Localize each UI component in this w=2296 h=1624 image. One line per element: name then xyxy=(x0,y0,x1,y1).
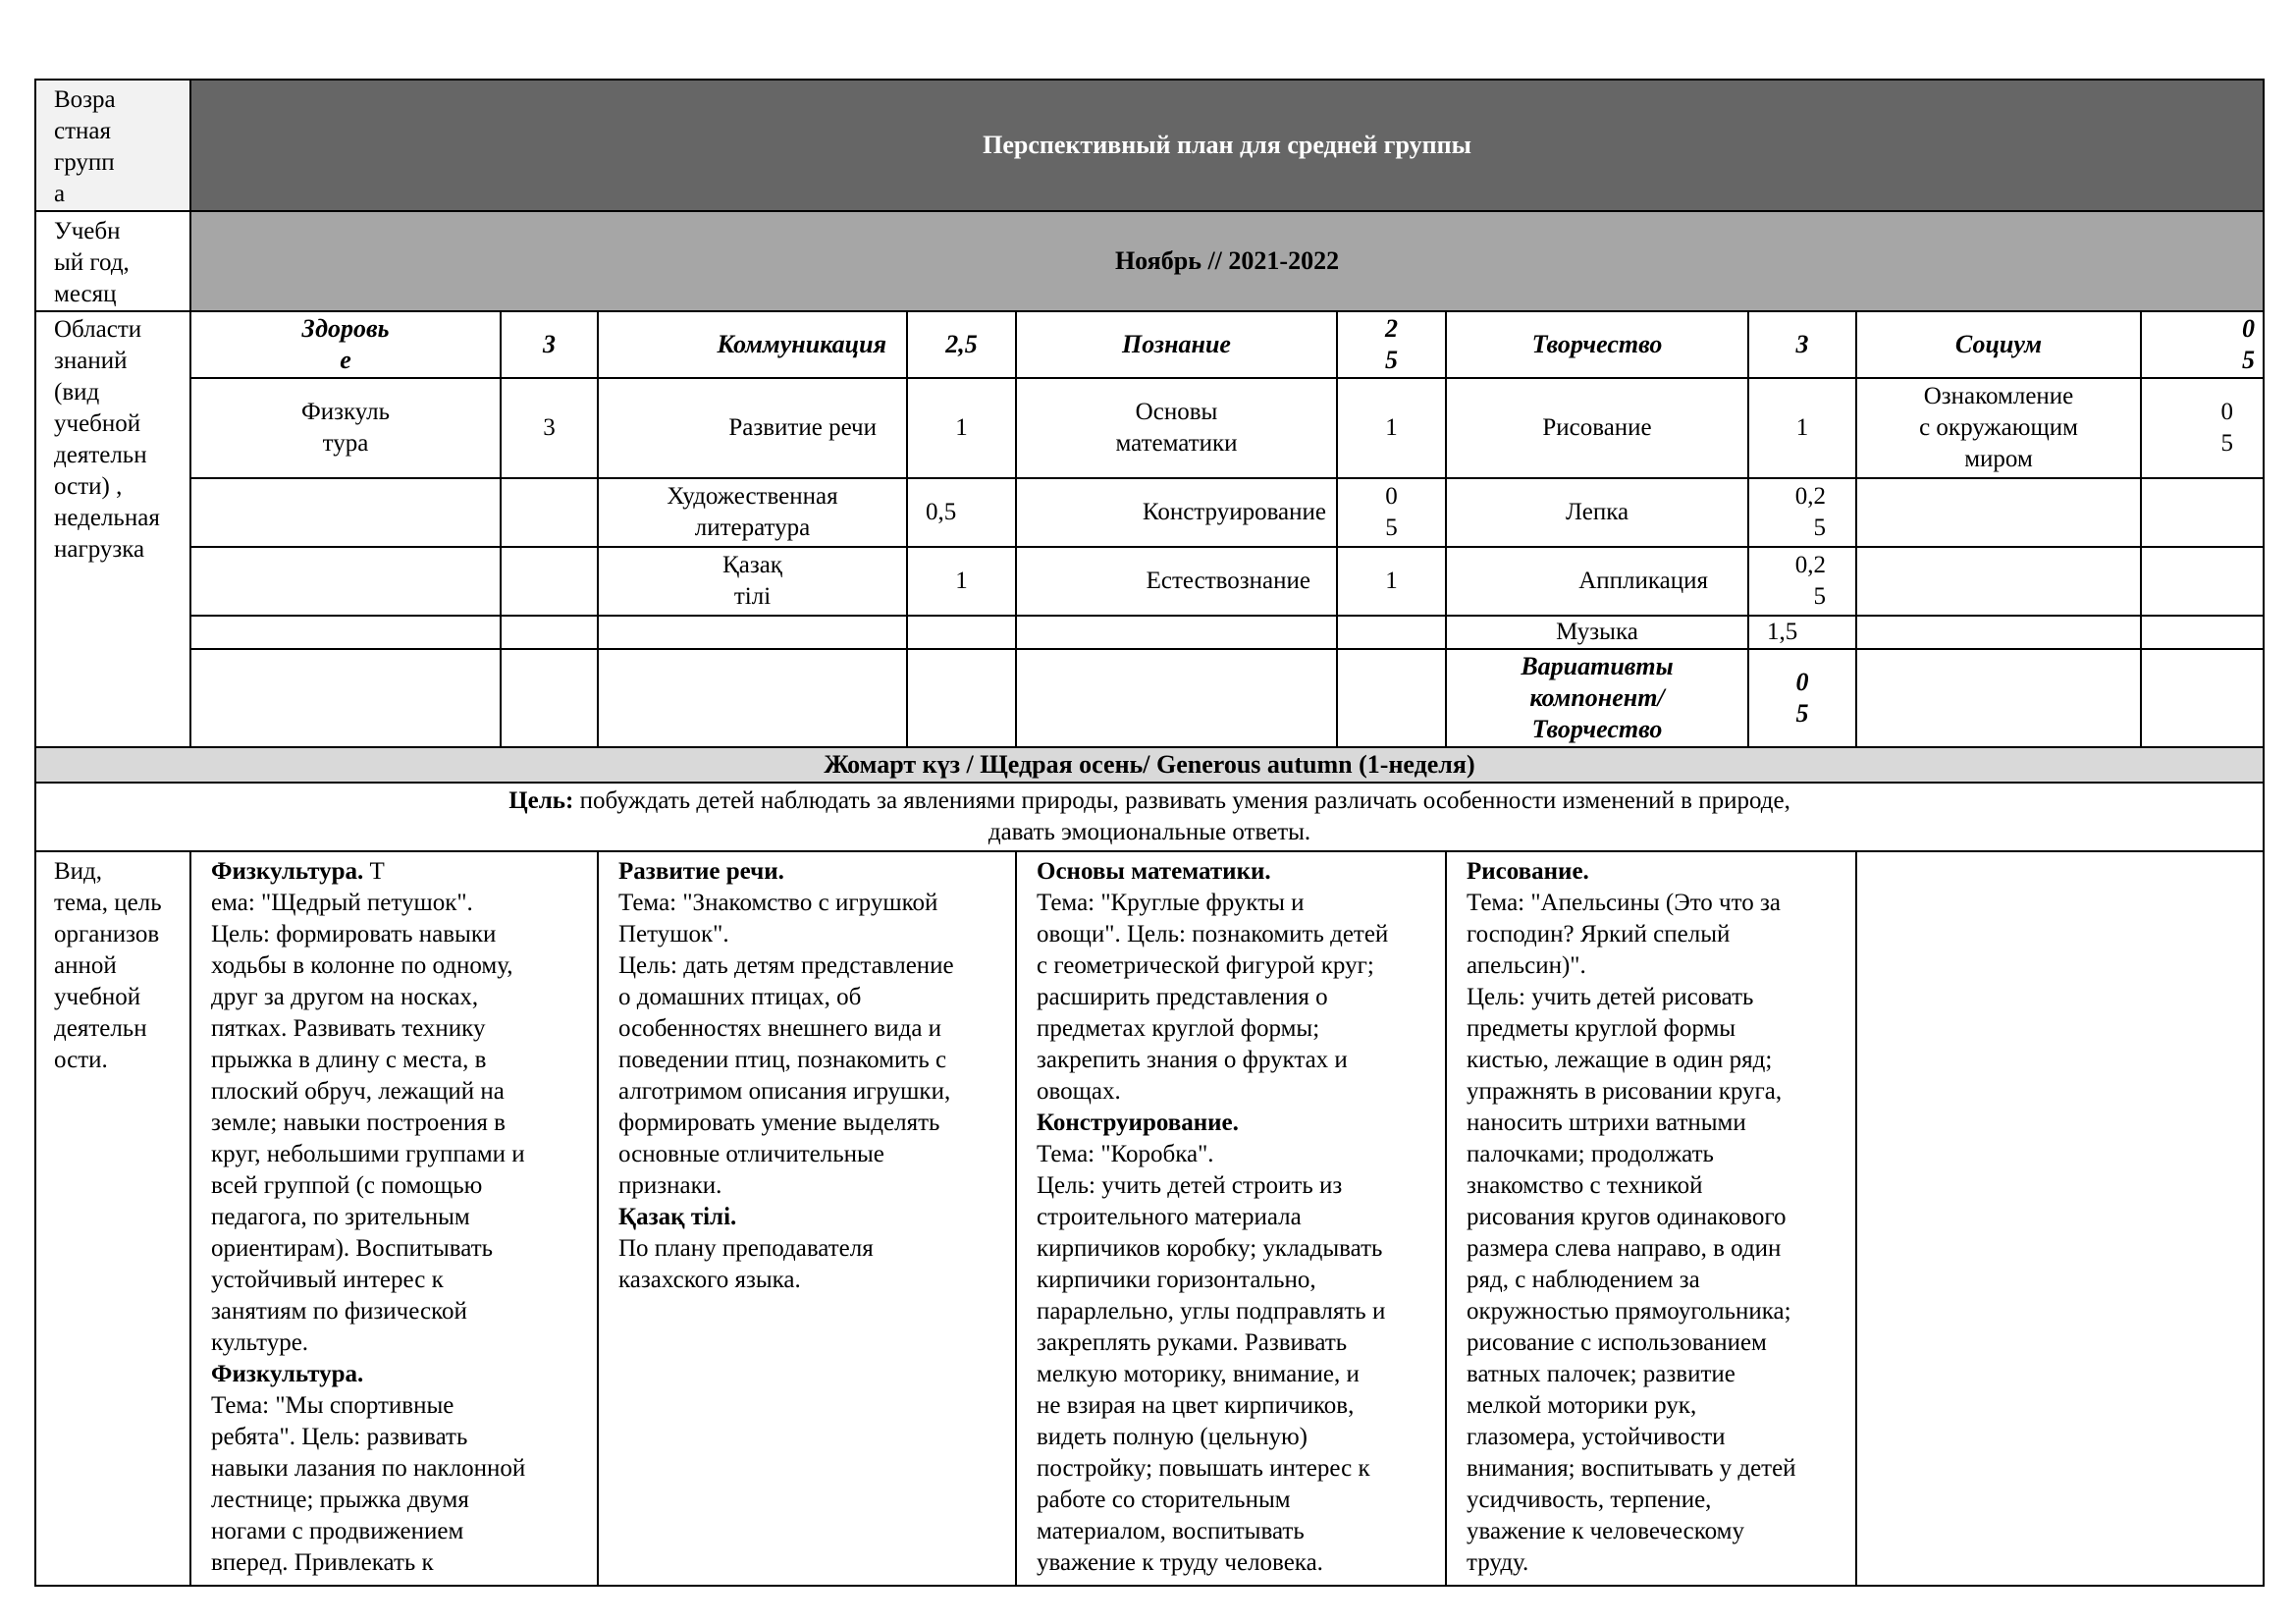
subject-cell: Лепка xyxy=(1446,478,1748,547)
age-group-label: Возра стная групп а xyxy=(35,80,190,211)
subject-load: 0,2 5 xyxy=(1748,547,1856,616)
week-title: Жомарт күз / Щедрая осень/ Generous autumn (1-неделя) xyxy=(35,747,2264,783)
activity-speech: Развитие речи. Тема: "Знакомство с игрушкой Петушок". Цель: дать детям представление о домашних птицах, об особенностях внешнего вида и поведении птиц, познакомить с алготримом описания игрушки, формировать умение выделять основные отличительные признаки. Қазақ тілі. По плану преподавателя казахского языка. xyxy=(598,851,1016,1586)
category-cognition: Познание xyxy=(1016,311,1337,378)
empty-cell xyxy=(1856,649,2141,747)
subject-load: 3 xyxy=(501,378,598,478)
subjects-row-1 xyxy=(35,378,2264,478)
category-creativity-load: 3 xyxy=(1748,311,1856,378)
category-creativity: Творчество xyxy=(1446,311,1748,378)
empty-cell xyxy=(2141,649,2264,747)
activity-heading: Физкультура. xyxy=(211,1361,364,1387)
subject-cell: Ознакомление с окружающим миром xyxy=(1856,378,2141,478)
empty-cell xyxy=(1016,616,1337,649)
subject-load: 1 xyxy=(1748,378,1856,478)
empty-cell xyxy=(1856,478,2141,547)
empty-cell xyxy=(190,616,501,649)
subject-cell: Физкуль тура xyxy=(190,378,501,478)
activity-math: Основы математики. Тема: "Круглые фрукты и овощи". Цель: познакомить детей с геометрической фигурой круг; расширить представления о предметах круглой формы; закрепить знания о фруктах и овощах. Конструирование. Тема: "Коробка". Цель: учить детей строить из строительного материала кирпичиков коробку; укладывать кирпичики горизонтально, парарлельно, углы подправлять и закреплять руками. Развивать мелкую моторику, внимание, и не взирая на цвет кирпичиков, видеть полную (цельную) постройку; повышать интерес к работе со сторительным материалом, воспитывать уважение к труду человека. xyxy=(1016,851,1446,1586)
goal-text: побуждать детей наблюдать за явлениями природы, развивать умения различать особенности изменений в природе, xyxy=(573,787,1790,814)
knowledge-areas-label: Области знаний (вид учебной деятельн ости) , недельная нагрузка xyxy=(35,311,190,747)
week-goal xyxy=(35,783,2264,851)
subjects-row-2 xyxy=(35,478,2264,547)
plan-table xyxy=(34,79,2265,1587)
category-health: Здоровь е xyxy=(190,311,501,378)
subject-load: 0,5 xyxy=(907,478,1016,547)
activity-physical-education: Физкультура. Т ема: "Щедрый петушок". Цель: формировать навыки ходьбы в колонне по одному, друг за другом на носках, пятках. Развивать технику прыжка в длину с места, в плоский обруч, лежащий на земле; навыки построения в круг, небольшими группами и всей группой (с помощью педагога, по зрительным ориентирам). Воспитывать устойчивый интерес к занятиям по физической культуре. Физкультура. Тема: "Мы спортивные ребята". Цель: развивать навыки лазания по наклонной лестнице; прыжка двумя ногами с продвижением вперед. Привлекать к xyxy=(190,851,598,1586)
activity-heading: Физкультура. xyxy=(211,858,364,885)
subject-load: 1 xyxy=(907,547,1016,616)
activity-heading: Рисование. xyxy=(1467,858,1589,885)
variative-row xyxy=(35,649,2264,747)
activity-heading: Конструирование. xyxy=(1037,1110,1239,1136)
activity-heading: Основы математики. xyxy=(1037,858,1271,885)
goal-label: Цель: xyxy=(508,787,574,814)
activities-row xyxy=(35,851,2264,1586)
empty-cell xyxy=(1016,649,1337,747)
category-society-load: 0 5 xyxy=(2141,311,2264,378)
empty-cell xyxy=(2141,616,2264,649)
empty-cell xyxy=(1856,547,2141,616)
subject-cell: Рисование xyxy=(1446,378,1748,478)
goal-text-2: давать эмоциональные ответы. xyxy=(988,819,1311,845)
empty-cell xyxy=(501,478,598,547)
subject-load: 0 5 xyxy=(2141,378,2264,478)
empty-cell xyxy=(598,649,907,747)
subject-load: 1 xyxy=(1337,378,1446,478)
empty-cell xyxy=(190,478,501,547)
subject-cell: Развитие речи xyxy=(598,378,907,478)
subject-cell: Аппликация xyxy=(1446,547,1748,616)
empty-cell xyxy=(2141,547,2264,616)
subject-load: 1 xyxy=(907,378,1016,478)
subject-cell: Қазақ тілі xyxy=(598,547,907,616)
variative-component: Вариативты компонент/ Творчество xyxy=(1446,649,1748,747)
subject-cell: Конструирование xyxy=(1016,478,1337,547)
empty-cell xyxy=(190,649,501,747)
subjects-row-3 xyxy=(35,547,2264,616)
subject-load: 0,2 5 xyxy=(1748,478,1856,547)
empty-cell xyxy=(501,547,598,616)
category-cognition-load: 2 5 xyxy=(1337,311,1446,378)
empty-cell xyxy=(598,616,907,649)
subject-cell: Художественная литература xyxy=(598,478,907,547)
activity-drawing: Рисование. Тема: "Апельсины (Это что за господин? Яркий спелый апельсин)". Цель: учить детей рисовать предметы круглой формы кистью, лежащие в один ряд; упражнять в рисовании круга, наносить штрихи ватными палочками; продолжать знакомство с техникой рисования кругов одинакового размера слева направо, в один ряд, с наблюдением за окружностью прямоугольника; рисование с использованием ватных палочек; развитие мелкой моторики рук, глазомера, устойчивости внимания; воспитывать у детей усидчивость, терпение, уважение к человеческому труду. xyxy=(1446,851,1856,1586)
category-communication: Коммуникация xyxy=(598,311,907,378)
empty-cell xyxy=(501,649,598,747)
subject-cell: Музыка xyxy=(1446,616,1748,649)
subject-load: 0 5 xyxy=(1337,478,1446,547)
activity-heading: Развитие речи. xyxy=(618,858,784,885)
empty-cell xyxy=(1856,851,2264,1586)
empty-cell xyxy=(2141,478,2264,547)
page-title: Перспективный план для средней группы xyxy=(190,80,2264,211)
plan-document xyxy=(34,79,2263,1587)
subject-cell: Естествознание xyxy=(1016,547,1337,616)
subjects-row-4 xyxy=(35,616,2264,649)
activity-heading: Қазақ тілі. xyxy=(618,1204,737,1230)
empty-cell xyxy=(1337,616,1446,649)
variative-load: 0 5 xyxy=(1748,649,1856,747)
month-title: Ноябрь // 2021-2022 xyxy=(190,211,2264,311)
empty-cell xyxy=(1337,649,1446,747)
empty-cell xyxy=(501,616,598,649)
empty-cell xyxy=(907,649,1016,747)
empty-cell xyxy=(190,547,501,616)
subject-load: 1,5 xyxy=(1748,616,1856,649)
category-health-load: 3 xyxy=(501,311,598,378)
subject-load: 1 xyxy=(1337,547,1446,616)
empty-cell xyxy=(907,616,1016,649)
school-year-label: Учебн ый год, месяц xyxy=(35,211,190,311)
activities-label: Вид, тема, цель организов анной учебной деятельн ости. xyxy=(35,851,190,1586)
category-communication-load: 2,5 xyxy=(907,311,1016,378)
subject-cell: Основы математики xyxy=(1016,378,1337,478)
category-society: Социум xyxy=(1856,311,2141,378)
empty-cell xyxy=(1856,616,2141,649)
